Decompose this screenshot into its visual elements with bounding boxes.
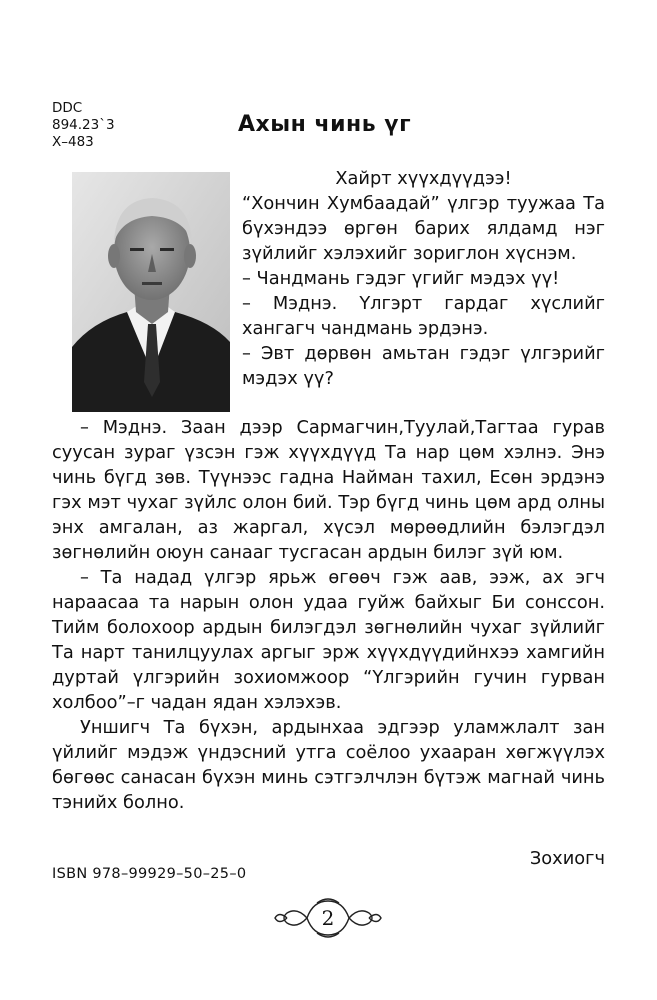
intro-paragraph: “Хончин Хумбаадай” үлгэр туужаа Та бүхэндээ өргөн барих ялдамд нэг зүйлийг хэлэхийг зориглон хүснэм. [242, 193, 605, 264]
ddc-label: DDC [52, 100, 83, 116]
author-signature: Зохиогч [529, 848, 605, 869]
dialogue-line: – Мэднэ. Үлгэрт гардаг хүслийг хангагч чандмань эрдэнэ. [242, 293, 605, 339]
body-paragraph: – Мэднэ. Заан дээр Сармагчин,Туулай,Тагтаа гурав суусан зураг үзсэн гэж хүүхдүүд Та нар цөм хэлнэ. Энэ чинь бүгд зөв. Түүнээс гадна Найман тахил, Есөн эрдэнэ гэх мэт чухаг зүйлс олон бий. Тэр бүгд чинь цөм ард олны энх амгалан, аз жаргал, хүсэл мөрөөдлийн бэлэгдэл зөгнөлийн оюун санааг тусгасан ардын билэг зүй юм. [52, 417, 605, 563]
greeting: Хайрт хүүхдүүдээ! [335, 168, 512, 189]
author-portrait [72, 172, 230, 412]
dialogue-line: – Чандмань гэдэг үгийг мэдэх үү! [242, 268, 560, 289]
body-paragraph: – Та надад үлгэр ярьж өгөөч гэж аав, ээж, ах эгч нараасаа та нарын олон удаа гуйж байхыг Би сонссон. Тийм болохоор ардын билэгдэл зөгнөлийн чухаг зүйлийг Та нарт танилцуулах аргыг эрж хүүхдүүдийнхээ хамгийн дуртай үлгэрийн зохиомжоор “Үлгэрийн гучин гурван холбоо”–г чадан ядан хэлэхэв. [52, 567, 605, 713]
ddc-classification [52, 100, 115, 151]
ddc-author-code: Х–483 [52, 134, 94, 150]
dialogue-line: – Эвт дөрвөн амьтан гэдэг үлгэрийг мэдэх үү? [242, 343, 605, 389]
intro-column [242, 166, 605, 391]
main-text [52, 415, 605, 815]
body-paragraph: Уншигч Та бүхэн, ардынхаа эдгээр уламжлалт зан үйлийг мэдэж үндэсний утга соёлоо ухааран хөгжүүлэх бөгөөс санасан бүхэн минь сэтгэлчлэн бүтэж магнай чинь тэнийх болно. [52, 717, 605, 813]
page-number: 2 [321, 906, 335, 930]
ddc-number: 894.23`3 [52, 117, 115, 133]
isbn-number: ISBN 978–99929–50–25–0 [52, 866, 247, 882]
page-title: Ахын чинь үг [238, 112, 412, 137]
portrait-image [72, 172, 230, 412]
